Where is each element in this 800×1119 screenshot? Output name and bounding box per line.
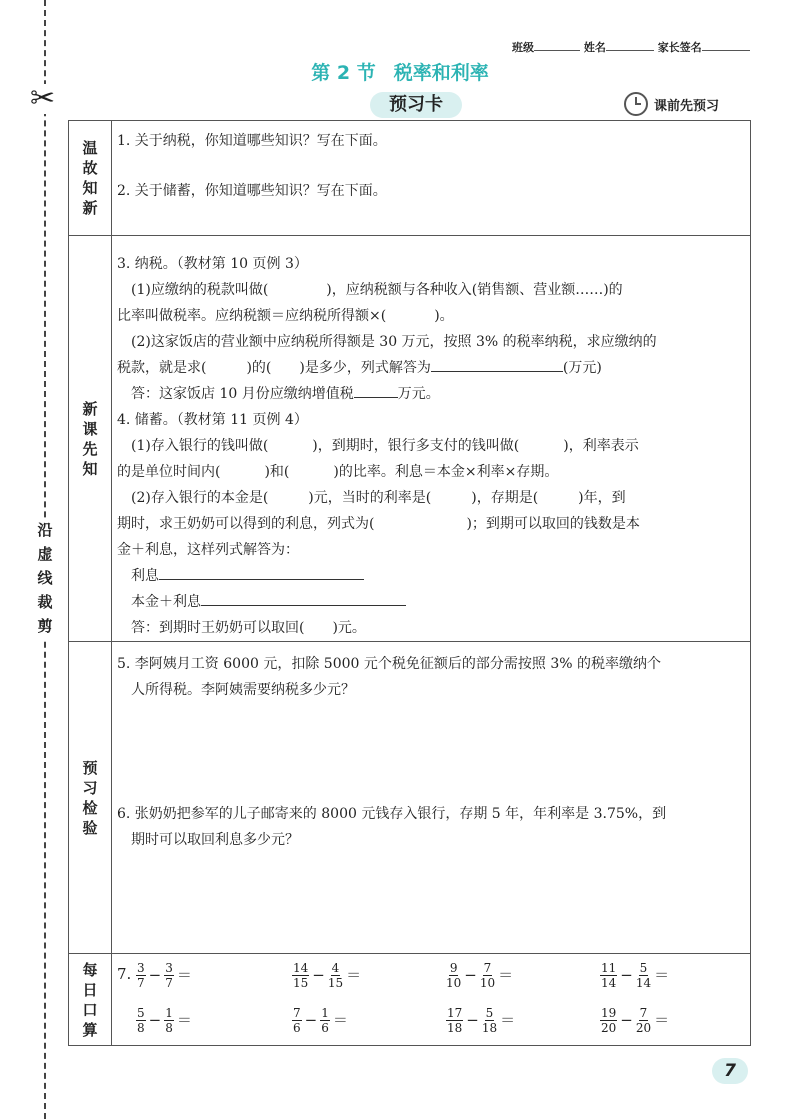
section-label-review: 温故知新 (69, 121, 112, 235)
calc-problem (291, 957, 363, 993)
section-label-new: 新课先知 (69, 236, 112, 641)
name-label: 姓名 (583, 41, 606, 54)
clock-icon (624, 92, 648, 116)
fraction: $\frac{1}{8}$ (165, 1005, 173, 1035)
section-title: 税率和利率 (393, 62, 489, 84)
equals-sign: ＝ (176, 1011, 192, 1029)
cut-char: 剪 (37, 617, 53, 635)
equals-sign: ＝ (498, 966, 514, 984)
worksheet-box (68, 120, 751, 1046)
section-label-check: 预习检验 (69, 642, 112, 953)
equals-sign: ＝ (500, 1011, 516, 1029)
question-4-1-line2: 的是单位时间内( )和( )的比率。利息＝本金×利率×存期。 (117, 464, 559, 480)
total-line: 本金＋利息 (131, 589, 406, 615)
class-field[interactable] (534, 50, 580, 51)
question-1: 1. 关于纳税，你知道哪些知识？写在下面。 (117, 133, 387, 149)
minus-sign: − (620, 966, 633, 984)
fraction: $\frac{5}{18}$ (481, 1005, 498, 1035)
calc-problem (135, 957, 194, 993)
name-field[interactable] (606, 50, 654, 51)
equals-sign: ＝ (332, 1011, 348, 1029)
question-6-line1: 6. 张奶奶把参军的儿子邮寄来的 8000 元钱存入银行，存期 5 年，年利率是 3.75%，到 (117, 806, 667, 822)
page-number: 7 (712, 1058, 748, 1084)
fraction: $\frac{7}{10}$ (479, 960, 496, 990)
question-2: 2. 关于储蓄，你知道哪些知识？写在下面。 (117, 183, 387, 199)
cut-char: 沿 (37, 521, 53, 539)
question-4-title: 4. 储蓄。（教材第 11 页例 4） (117, 412, 308, 428)
equals-sign: ＝ (654, 966, 670, 984)
parent-signature-field[interactable] (702, 50, 750, 51)
question-4-1-line1: (1)存入银行的钱叫做( )，到期时，银行多支付的钱叫做( )，利率表示 (131, 438, 639, 454)
divider (69, 235, 750, 236)
page-title (0, 58, 800, 85)
question-3-title: 3. 纳税。（教材第 10 页例 3） (117, 256, 308, 272)
cut-char: 虚 (37, 545, 53, 563)
question-7-label: 7. (117, 965, 132, 983)
equals-sign: ＝ (346, 966, 362, 984)
question-5-line2: 人所得税。李阿姨需要纳税多少元？ (131, 682, 355, 698)
section-number: 第 2 节 (311, 62, 376, 84)
fraction: $\frac{17}{18}$ (447, 1005, 463, 1035)
blank-3-2c[interactable] (431, 357, 563, 372)
fraction: $\frac{4}{15}$ (327, 960, 344, 990)
fraction: $\frac{3}{7}$ (165, 960, 173, 990)
fraction: $\frac{1}{6}$ (321, 1005, 329, 1035)
fraction: $\frac{5}{14}$ (635, 960, 652, 990)
parent-signature-label: 家长签名 (657, 41, 702, 54)
calc-problem (445, 957, 515, 993)
preview-badge (624, 92, 719, 116)
fraction: $\frac{19}{20}$ (601, 1005, 617, 1035)
question-4-2-line1: (2)存入银行的本金是( )元，当时的利率是( )，存期是( )年，到 (131, 490, 626, 506)
divider (69, 953, 750, 954)
fraction: $\frac{7}{6}$ (293, 1005, 301, 1035)
question-5-line1: 5. 李阿姨月工资 6000 元，扣除 5000 元个税免征额后的部分需按照 3% 的税率缴纳个 (117, 656, 661, 672)
minus-sign: − (466, 1011, 479, 1029)
scissors-icon: ✂ (30, 81, 56, 116)
fraction: $\frac{9}{10}$ (446, 960, 462, 990)
question-4-2-line2: 期时，求王奶奶可以得到的利息，列式为( )；到期可以取回的钱数是本 (117, 516, 640, 532)
cut-char: 线 (37, 569, 53, 587)
cut-instruction (35, 518, 55, 638)
interest-line: 利息 (131, 563, 364, 589)
student-info-fields (512, 39, 750, 55)
section-label-calc: 每日口算 (69, 954, 112, 1045)
minus-sign: − (620, 1011, 633, 1029)
minus-sign: − (148, 1011, 162, 1029)
calc-problem (599, 957, 671, 993)
equals-sign: ＝ (654, 1011, 670, 1029)
divider (69, 641, 750, 642)
class-label: 班级 (512, 41, 534, 54)
calc-problem (445, 1002, 517, 1038)
fraction: $\frac{5}{8}$ (137, 1005, 145, 1035)
question-3-2-line1: (2)这家饭店的营业额中应纳税所得额是 30 万元，按照 3% 的税率纳税，求应缴纳的 (131, 334, 657, 350)
question-6-line2: 期时可以取回利息多少元？ (131, 832, 299, 848)
minus-sign: − (304, 1011, 318, 1029)
question-3-1-line2: 比率叫做税率。应纳税额＝应纳税所得额×( )。 (117, 308, 454, 324)
minus-sign: − (148, 966, 162, 984)
blank-total[interactable] (201, 591, 406, 606)
question-3-answer: 答：这家饭店 10 月份应缴纳增值税 万元。 (131, 381, 440, 407)
equals-sign: ＝ (176, 966, 192, 984)
blank-3-answer[interactable] (354, 383, 398, 398)
preview-label: 课前先预习 (654, 98, 720, 114)
question-4-answer: 答：到期时王奶奶可以取回( )元。 (131, 620, 366, 636)
cut-char: 裁 (37, 593, 53, 611)
card-title: 预习卡 (370, 92, 462, 118)
minus-sign: − (312, 966, 325, 984)
calc-problem (135, 1002, 194, 1038)
question-3-2-line2: 税款，就是求( )的( )是多少，列式解答为 (万元) (117, 355, 602, 381)
question-4-2-line3: 金＋利息，这样列式解答为： (117, 542, 299, 558)
fraction: $\frac{3}{7}$ (137, 960, 145, 990)
fraction: $\frac{7}{20}$ (635, 1005, 652, 1035)
minus-sign: − (464, 966, 477, 984)
blank-interest[interactable] (159, 565, 364, 580)
fraction: $\frac{14}{15}$ (293, 960, 309, 990)
calc-problem (291, 1002, 350, 1038)
question-3-1-line1: (1)应缴纳的税款叫做( )，应纳税额与各种收入(销售额、营业额……)的 (131, 282, 623, 298)
calc-problem (599, 1002, 671, 1038)
fraction: $\frac{11}{14}$ (601, 960, 617, 990)
